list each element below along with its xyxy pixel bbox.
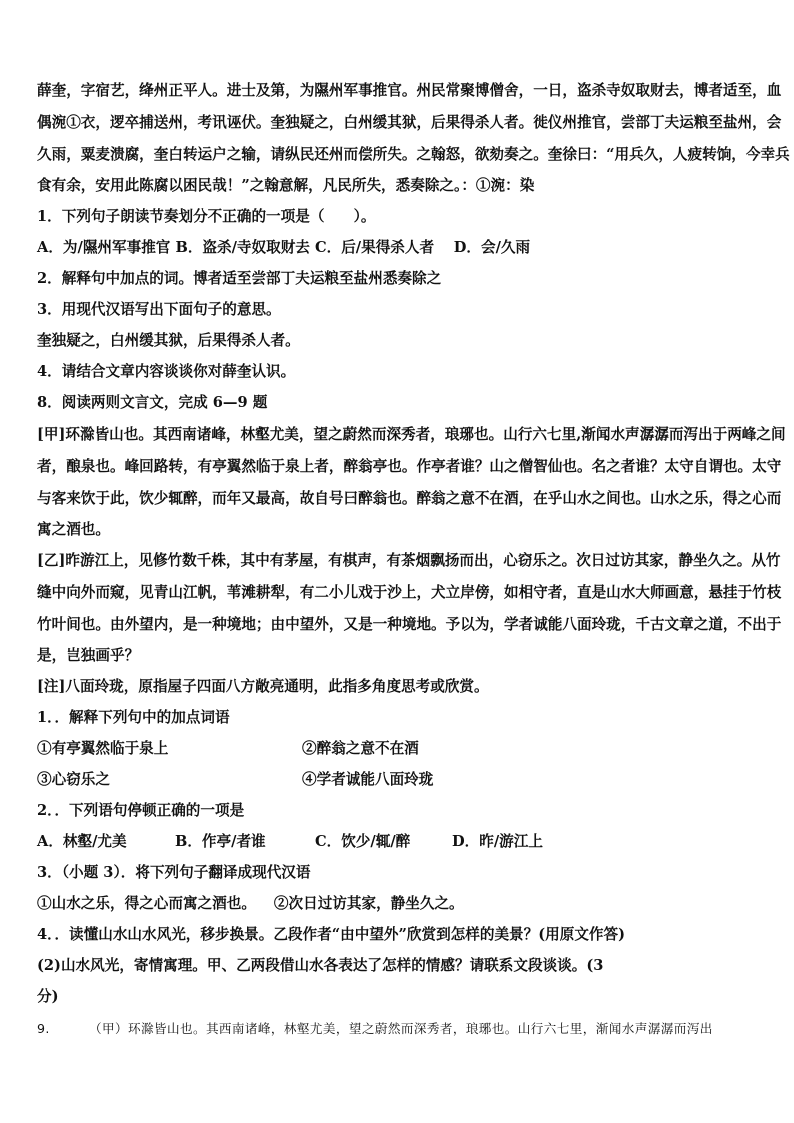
question-9-line — [37, 1018, 757, 1040]
sub-question-3-items — [37, 893, 757, 915]
option-b: B．作亭/者谁 — [175, 833, 266, 850]
passage-line: 偶涴①衣，逻卒捕送州，考讯诬伏。奎独疑之，白州缓其狱，后果得杀人者。徙仪州推官，尝部丁夫运粮至盐州，会 — [37, 114, 782, 131]
question-1: 1．下列句子朗读节奏划分不正确的一项是（ ）。 — [37, 208, 376, 225]
option-c: C．饮少/辄/醉 — [315, 833, 411, 850]
passage-jia-line: 者，酿泉也。峰回路转，有亭翼然临于泉上者，醉翁亭也。作亭者谁？山之僧智仙也。名之者谁？太守自谓也。太守 — [37, 458, 782, 475]
item-2: ②醉翁之意不在酒 — [302, 740, 419, 757]
question-3-sentence: 奎独疑之，白州缓其狱，后果得杀人者。 — [37, 332, 300, 349]
passage-line: 久雨，粟麦溃腐，奎白转运户之输，请纵民还州而偿所失。之翰怒，欲劾奏之。奎徐曰：“用兵久，人疲转饷，今幸兵 — [37, 146, 790, 163]
passage-yi-line: 缝中向外而窥，见青山江帆，苇滩耕犁，有二小儿戏于沙上，犬立岸傍，如相守者，直是山水大师画意，悬挂于竹枝 — [37, 584, 782, 601]
question-9-number: 9. — [37, 1021, 50, 1036]
annotation-note: [注]八面玲珑，原指屋子四面八方敞亮通明，此指多角度思考或欣赏。 — [37, 678, 489, 695]
sub-question-1: 1．．解释下列句中的加点词语 — [37, 709, 230, 726]
sub-question-1-items-row — [37, 769, 757, 791]
passage-yi-line: 是，岂独画乎？ — [37, 647, 140, 664]
item-4: ④学者诚能八面玲珑 — [302, 771, 434, 788]
passage-jia-line: 寓之酒也。 — [37, 521, 110, 538]
option-d: D．昨/游江上 — [452, 833, 543, 850]
section-8-heading: 8．阅读两则文言文，完成 6—9 题 — [37, 394, 268, 411]
sub-question-3: 3．（小题 3）．将下列句子翻译成现代汉语 — [37, 864, 311, 881]
sub-question-2-options — [37, 831, 757, 853]
item-3: ③心窃乐之 — [37, 771, 110, 788]
sub-question-4-part-2: (2)山水风光，寄情寓理。甲、乙两段借山水各表达了怎样的情感？请联系文段谈谈。(3 — [37, 957, 604, 974]
passage-yi-line: 竹叶间也。由外望内，是一种境地；由中望外，又是一种境地。予以为，学者诚能八面玲珑，千古文章之道，不出于 — [37, 616, 782, 633]
translate-item-2: ②次日过访其家，静坐久之。 — [273, 895, 464, 912]
sub-question-1-items-row — [37, 738, 757, 760]
question-1-options: A．为/隰州军事推官 B．盗杀/寺奴取财去 C．后/果得杀人者 D．会/久雨 — [37, 239, 531, 256]
sub-question-2: 2．．下列语句停顿正确的一项是 — [37, 802, 245, 819]
passage-jia-line: [甲]环滁皆山也。其西南诸峰，林壑尤美，望之蔚然而深秀者，琅琊也。山行六七里,渐闻水声潺潺而泻出于两峰之间 — [37, 426, 786, 443]
passage-jia-line: 与客来饮于此，饮少辄醉，而年又最高，故自号曰醉翁也。醉翁之意不在酒，在乎山水之间也。山水之乐，得之心而 — [37, 490, 782, 507]
passage-line: 食有余，安用此陈腐以困民哉！”之翰意解，凡民所失，悉奏除之。：①涴：染 — [37, 177, 535, 194]
item-1: ①有亭翼然临于泉上 — [37, 740, 169, 757]
passage-line: 薛奎，字宿艺，绛州正平人。进士及第，为隰州军事推官。州民常聚博僧舍，一日，盗杀寺奴取财去，博者适至，血 — [37, 82, 782, 99]
question-2: 2．解释句中加点的词。博者适至尝部丁夫运粮至盐州悉奏除之 — [37, 270, 442, 287]
translate-item-1: ①山水之乐，得之心而寓之酒也。 — [37, 895, 256, 912]
question-9-text: （甲）环滁皆山也。其西南诸峰，林壑尤美，望之蔚然而深秀者，琅琊也。山行六七里，渐闻水声潺潺而泻出 — [89, 1021, 713, 1036]
sub-question-4-part-2-cont: 分) — [37, 988, 59, 1005]
question-3: 3．用现代汉语写出下面句子的意思。 — [37, 301, 281, 318]
passage-yi-line: [乙]昨游江上，见修竹数千株，其中有茅屋，有棋声，有茶烟飘扬而出，心窃乐之。次日过访其家，静坐久之。从竹 — [37, 552, 781, 569]
sub-question-4-part-1: 4．．读懂山水山水风光，移步换景。乙段作者“由中望外”欣赏到怎样的美景？(用原文作答) — [37, 926, 626, 943]
question-4: 4．请结合文章内容谈谈你对薛奎认识。 — [37, 363, 296, 380]
option-a: A．林壑/尤美 — [37, 833, 127, 850]
